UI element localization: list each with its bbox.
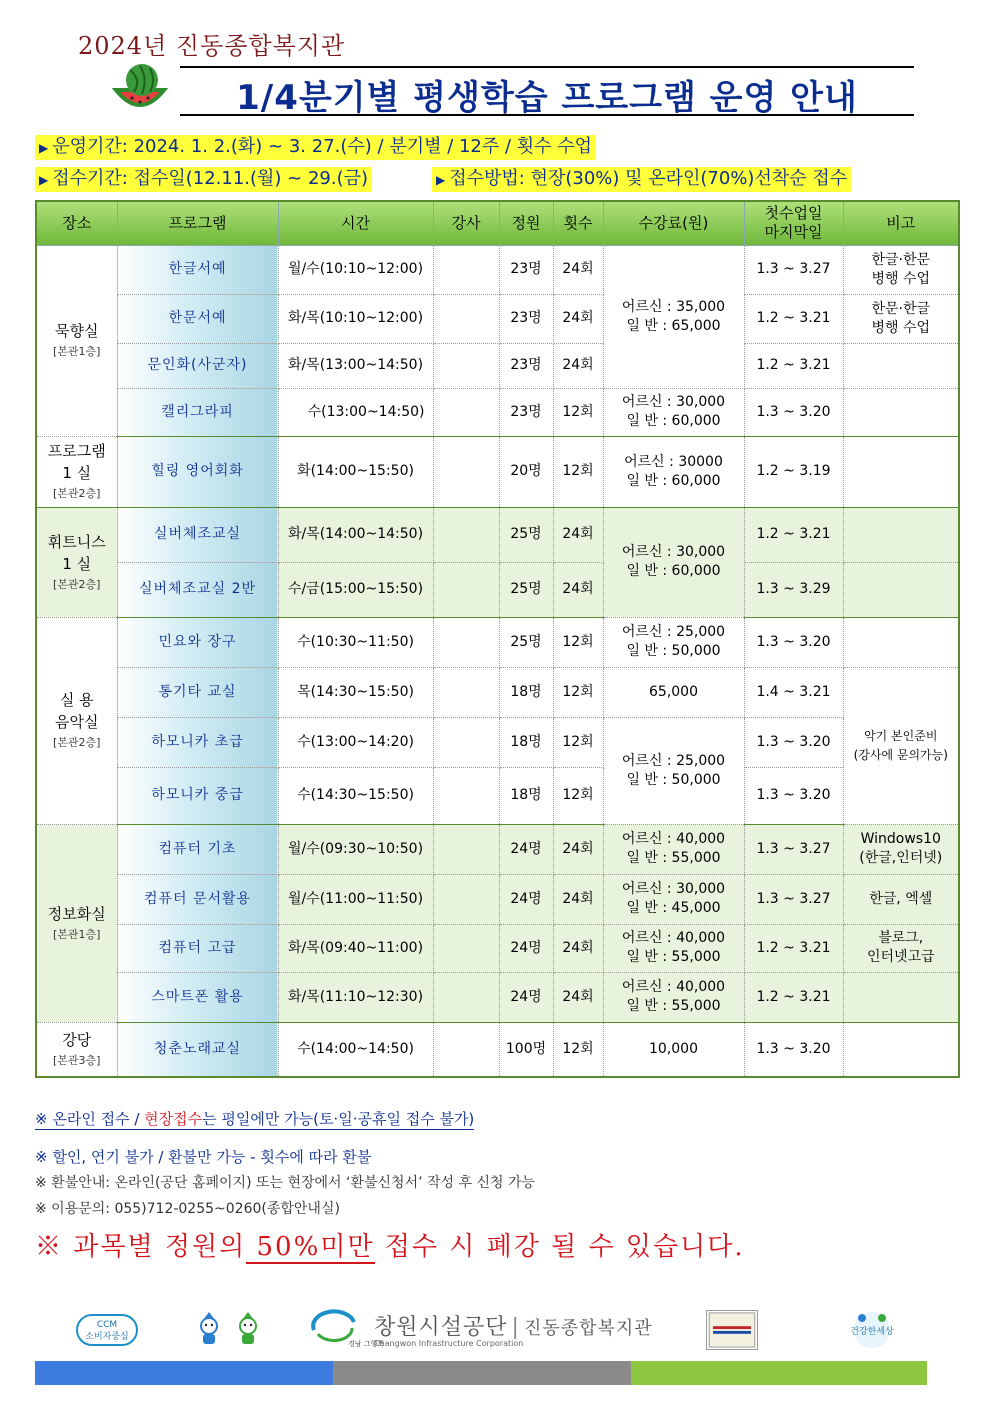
- capacity-cell: 25명: [499, 617, 553, 667]
- note-cell: 한글, 엑셀: [843, 874, 959, 924]
- fee-cell: 어르신 : 30000 일 반 : 60,000: [603, 436, 744, 507]
- info-period: ▶ 운영기간: 2024. 1. 2.(화) ~ 3. 27.(수) / 분기별 / 12주 / 횟수 수업: [35, 135, 596, 160]
- program-table: [35, 200, 960, 1078]
- mascot-icon: [193, 1310, 225, 1348]
- instructor-cell: [433, 1022, 499, 1077]
- note-refund-policy: ※ 할인, 연기 불가 / 환불만 가능 - 횟수에 따라 환불: [35, 1148, 372, 1166]
- capacity-cell: 25명: [499, 562, 553, 617]
- changwon-corp-logo: 창원시설공단 | 진동종합복지관 Changwon Infrastructure Corporation: [374, 1315, 653, 1348]
- time-cell: 화/목(10:10~12:00): [278, 294, 433, 343]
- dates-cell: 1.3 ~ 3.27: [744, 245, 843, 294]
- col-header: 정원: [499, 201, 553, 245]
- capacity-cell: 100명: [499, 1022, 553, 1077]
- instructor-cell: [433, 874, 499, 924]
- dates-cell: 1.2 ~ 3.21: [744, 343, 843, 388]
- col-header: 프로그램: [117, 201, 278, 245]
- table-row: [36, 1022, 959, 1077]
- col-header: 첫수업일 마지막일: [744, 201, 843, 245]
- gyeongnam-logo-text: 경남 그행복: [348, 1340, 385, 1348]
- place-cell: 강당 [본관3층]: [36, 1022, 117, 1077]
- dates-cell: 1.3 ~ 3.29: [744, 562, 843, 617]
- sessions-cell: 12회: [553, 617, 603, 667]
- time-cell: 수(13:00~14:20): [278, 717, 433, 767]
- program-name: 문인화(사군자): [117, 343, 278, 388]
- sessions-cell: 12회: [553, 767, 603, 824]
- sessions-cell: 24회: [553, 294, 603, 343]
- capacity-cell: 25명: [499, 507, 553, 562]
- title-bar: [180, 66, 914, 116]
- time-cell: 수/금(15:00~15:50): [278, 562, 433, 617]
- program-name: 실버체조교실: [117, 507, 278, 562]
- footer-bar-blue: [35, 1361, 333, 1385]
- instructor-cell: [433, 562, 499, 617]
- time-cell: 수(14:00~14:50): [278, 1022, 433, 1077]
- ccm-logo: CCM 소비자중심: [76, 1314, 138, 1346]
- instructor-cell: [433, 617, 499, 667]
- instructor-cell: [433, 717, 499, 767]
- sessions-cell: 24회: [553, 343, 603, 388]
- table-row: [36, 667, 959, 717]
- program-name: 하모니카 초급: [117, 717, 278, 767]
- note-cell: [843, 388, 959, 436]
- time-cell: 화/목(14:00~14:50): [278, 507, 433, 562]
- dates-cell: 1.2 ~ 3.21: [744, 507, 843, 562]
- table-row: [36, 562, 959, 617]
- certificate-logo: [706, 1310, 758, 1350]
- sessions-cell: 24회: [553, 245, 603, 294]
- table-row: [36, 874, 959, 924]
- place-cell: 묵향실 [본관1층]: [36, 245, 117, 436]
- table-row: [36, 245, 959, 294]
- instructor-cell: [433, 343, 499, 388]
- note-cell: [843, 507, 959, 562]
- capacity-cell: 18명: [499, 767, 553, 824]
- dates-cell: 1.4 ~ 3.21: [744, 667, 843, 717]
- table-row: [36, 924, 959, 972]
- note-cell: 한글·한문 병행 수업: [843, 245, 959, 294]
- instructor-cell: [433, 924, 499, 972]
- note-cell: 블로그, 인터넷고급: [843, 924, 959, 972]
- table-row: [36, 507, 959, 562]
- note-cell: Windows10 (한글,인터넷): [843, 824, 959, 874]
- dates-cell: 1.3 ~ 3.20: [744, 717, 843, 767]
- note-refund-guide: ※ 환불안내: 온라인(공단 홈페이지) 또는 현장에서 ‘환불신청서’ 작성 후 신청 가능: [35, 1175, 536, 1191]
- note-cell: [843, 562, 959, 617]
- dates-cell: 1.2 ~ 3.21: [744, 294, 843, 343]
- time-cell: 화(14:00~15:50): [278, 436, 433, 507]
- table-row: [36, 824, 959, 874]
- time-cell: 화/목(11:10~12:30): [278, 972, 433, 1022]
- capacity-cell: 18명: [499, 667, 553, 717]
- program-name: 민요와 장구: [117, 617, 278, 667]
- fee-cell: 어르신 : 40,000 일 반 : 55,000: [603, 972, 744, 1022]
- note-cell: [843, 617, 959, 667]
- program-name: 청춘노래교실: [117, 1022, 278, 1077]
- instructor-cell: [433, 507, 499, 562]
- table-row: [36, 972, 959, 1022]
- program-name: 컴퓨터 기초: [117, 824, 278, 874]
- note-cell: [843, 1022, 959, 1077]
- table-row: [36, 767, 959, 824]
- col-header: 장소: [36, 201, 117, 245]
- capacity-cell: 18명: [499, 717, 553, 767]
- instructor-cell: [433, 667, 499, 717]
- instructor-cell: [433, 388, 499, 436]
- dates-cell: 1.2 ~ 3.19: [744, 436, 843, 507]
- footer-bar-green: [631, 1361, 927, 1385]
- note-cell: 한문·한글 병행 수업: [843, 294, 959, 343]
- dates-cell: 1.3 ~ 3.20: [744, 388, 843, 436]
- mascot-icon: [232, 1310, 264, 1348]
- program-name: 하모니카 중급: [117, 767, 278, 824]
- sessions-cell: 12회: [553, 717, 603, 767]
- program-name: 캘리그라피: [117, 388, 278, 436]
- table-row: [36, 343, 959, 388]
- note-contact: ※ 이용문의: 055)712-0255~0260(종합안내실): [35, 1201, 340, 1217]
- capacity-cell: 23명: [499, 343, 553, 388]
- note-cell: 악기 본인준비 (강사에 문의가능): [843, 667, 959, 824]
- place-cell: 프로그램 1 실 [본관2층]: [36, 436, 117, 507]
- program-name: 실버체조교실 2반: [117, 562, 278, 617]
- program-name: 통기타 교실: [117, 667, 278, 717]
- table-row: [36, 436, 959, 507]
- dates-cell: 1.3 ~ 3.20: [744, 617, 843, 667]
- watermelon-icon: [112, 60, 168, 112]
- capacity-cell: 24명: [499, 924, 553, 972]
- dates-cell: 1.3 ~ 3.20: [744, 767, 843, 824]
- col-header: 강사: [433, 201, 499, 245]
- program-name: 한문서예: [117, 294, 278, 343]
- table-row: [36, 294, 959, 343]
- sessions-cell: 12회: [553, 436, 603, 507]
- time-cell: 수(13:00~14:50): [278, 388, 433, 436]
- instructor-cell: [433, 767, 499, 824]
- info-reception: ▶ 접수기간: 접수일(12.11.(월) ~ 29.(금): [35, 167, 372, 192]
- page-title: 1/4분기별 평생학습 프로그램 운영 안내: [236, 78, 858, 118]
- note-online-reception: ※ 온라인 접수 / 현장접수는 평일에만 가능(토·일·공휴일 접수 불가): [35, 1110, 475, 1128]
- time-cell: 화/목(09:40~11:00): [278, 924, 433, 972]
- fee-cell: 어르신 : 35,000 일 반 : 65,000: [603, 245, 744, 388]
- instructor-cell: [433, 294, 499, 343]
- capacity-cell: 23명: [499, 294, 553, 343]
- capacity-cell: 24명: [499, 874, 553, 924]
- note-cancellation-warning: ※ 과목별 정원의 50%미만 접수 시 폐강 될 수 있습니다.: [35, 1232, 745, 1262]
- instructor-cell: [433, 436, 499, 507]
- sessions-cell: 24회: [553, 972, 603, 1022]
- sessions-cell: 24회: [553, 874, 603, 924]
- dates-cell: 1.2 ~ 3.21: [744, 972, 843, 1022]
- col-header: 횟수: [553, 201, 603, 245]
- arrow-right-icon: ▶: [436, 173, 446, 187]
- fee-cell: 10,000: [603, 1022, 744, 1077]
- healthy-world-logo: [842, 1308, 902, 1352]
- fee-cell: 어르신 : 30,000 일 반 : 45,000: [603, 874, 744, 924]
- table-row: [36, 617, 959, 667]
- sessions-cell: 12회: [553, 667, 603, 717]
- time-cell: 월/수(10:10~12:00): [278, 245, 433, 294]
- table-row: [36, 717, 959, 767]
- capacity-cell: 23명: [499, 388, 553, 436]
- fee-cell: 어르신 : 30,000 일 반 : 60,000: [603, 388, 744, 436]
- capacity-cell: 20명: [499, 436, 553, 507]
- instructor-cell: [433, 972, 499, 1022]
- sessions-cell: 24회: [553, 507, 603, 562]
- time-cell: 수(14:30~15:50): [278, 767, 433, 824]
- healthy-world-text: 건강한세상: [850, 1327, 894, 1337]
- table-row: [36, 388, 959, 436]
- table-header-row: [36, 201, 959, 245]
- sessions-cell: 24회: [553, 924, 603, 972]
- instructor-cell: [433, 245, 499, 294]
- time-cell: 목(14:30~15:50): [278, 667, 433, 717]
- col-header: 수강료(원): [603, 201, 744, 245]
- time-cell: 월/수(09:30~10:50): [278, 824, 433, 874]
- fee-cell: 어르신 : 40,000 일 반 : 55,000: [603, 924, 744, 972]
- sessions-cell: 12회: [553, 1022, 603, 1077]
- program-name: 힐링 영어회화: [117, 436, 278, 507]
- dates-cell: 1.3 ~ 3.20: [744, 1022, 843, 1077]
- program-name: 스마트폰 활용: [117, 972, 278, 1022]
- sessions-cell: 24회: [553, 824, 603, 874]
- col-header: 비고: [843, 201, 959, 245]
- program-name: 한글서예: [117, 245, 278, 294]
- info-method: ▶ 접수방법: 현장(30%) 및 온라인(70%)선착순 접수: [432, 167, 851, 192]
- capacity-cell: 24명: [499, 824, 553, 874]
- fee-cell: 어르신 : 25,000 일 반 : 50,000: [603, 717, 744, 824]
- place-cell: 휘트니스 1 실 [본관2층]: [36, 507, 117, 617]
- sessions-cell: 12회: [553, 388, 603, 436]
- page-subtitle: 2024년 진동종합복지관: [78, 32, 346, 60]
- time-cell: 월/수(11:00~11:50): [278, 874, 433, 924]
- note-cell: [843, 436, 959, 507]
- capacity-cell: 24명: [499, 972, 553, 1022]
- time-cell: 수(10:30~11:50): [278, 617, 433, 667]
- footer-bar-gray: [333, 1361, 631, 1385]
- instructor-cell: [433, 824, 499, 874]
- footer-logos: [0, 1300, 992, 1360]
- sessions-cell: 24회: [553, 562, 603, 617]
- dates-cell: 1.2 ~ 3.21: [744, 924, 843, 972]
- fee-cell: 어르신 : 25,000 일 반 : 50,000: [603, 617, 744, 667]
- arrow-right-icon: ▶: [39, 141, 49, 155]
- capacity-cell: 23명: [499, 245, 553, 294]
- program-name: 컴퓨터 문서활용: [117, 874, 278, 924]
- col-header: 시간: [278, 201, 433, 245]
- place-cell: 정보화실 [본관1층]: [36, 824, 117, 1022]
- arrow-right-icon: ▶: [39, 173, 49, 187]
- fee-cell: 65,000: [603, 667, 744, 717]
- note-cell: [843, 343, 959, 388]
- note-cell: [843, 972, 959, 1022]
- dates-cell: 1.3 ~ 3.27: [744, 824, 843, 874]
- place-cell: 실 용 음악실 [본관2층]: [36, 617, 117, 824]
- program-name: 컴퓨터 고급: [117, 924, 278, 972]
- gyeongnam-logo: [308, 1308, 385, 1354]
- fee-cell: 어르신 : 30,000 일 반 : 60,000: [603, 507, 744, 617]
- fee-cell: 어르신 : 40,000 일 반 : 55,000: [603, 824, 744, 874]
- time-cell: 화/목(13:00~14:50): [278, 343, 433, 388]
- dates-cell: 1.3 ~ 3.27: [744, 874, 843, 924]
